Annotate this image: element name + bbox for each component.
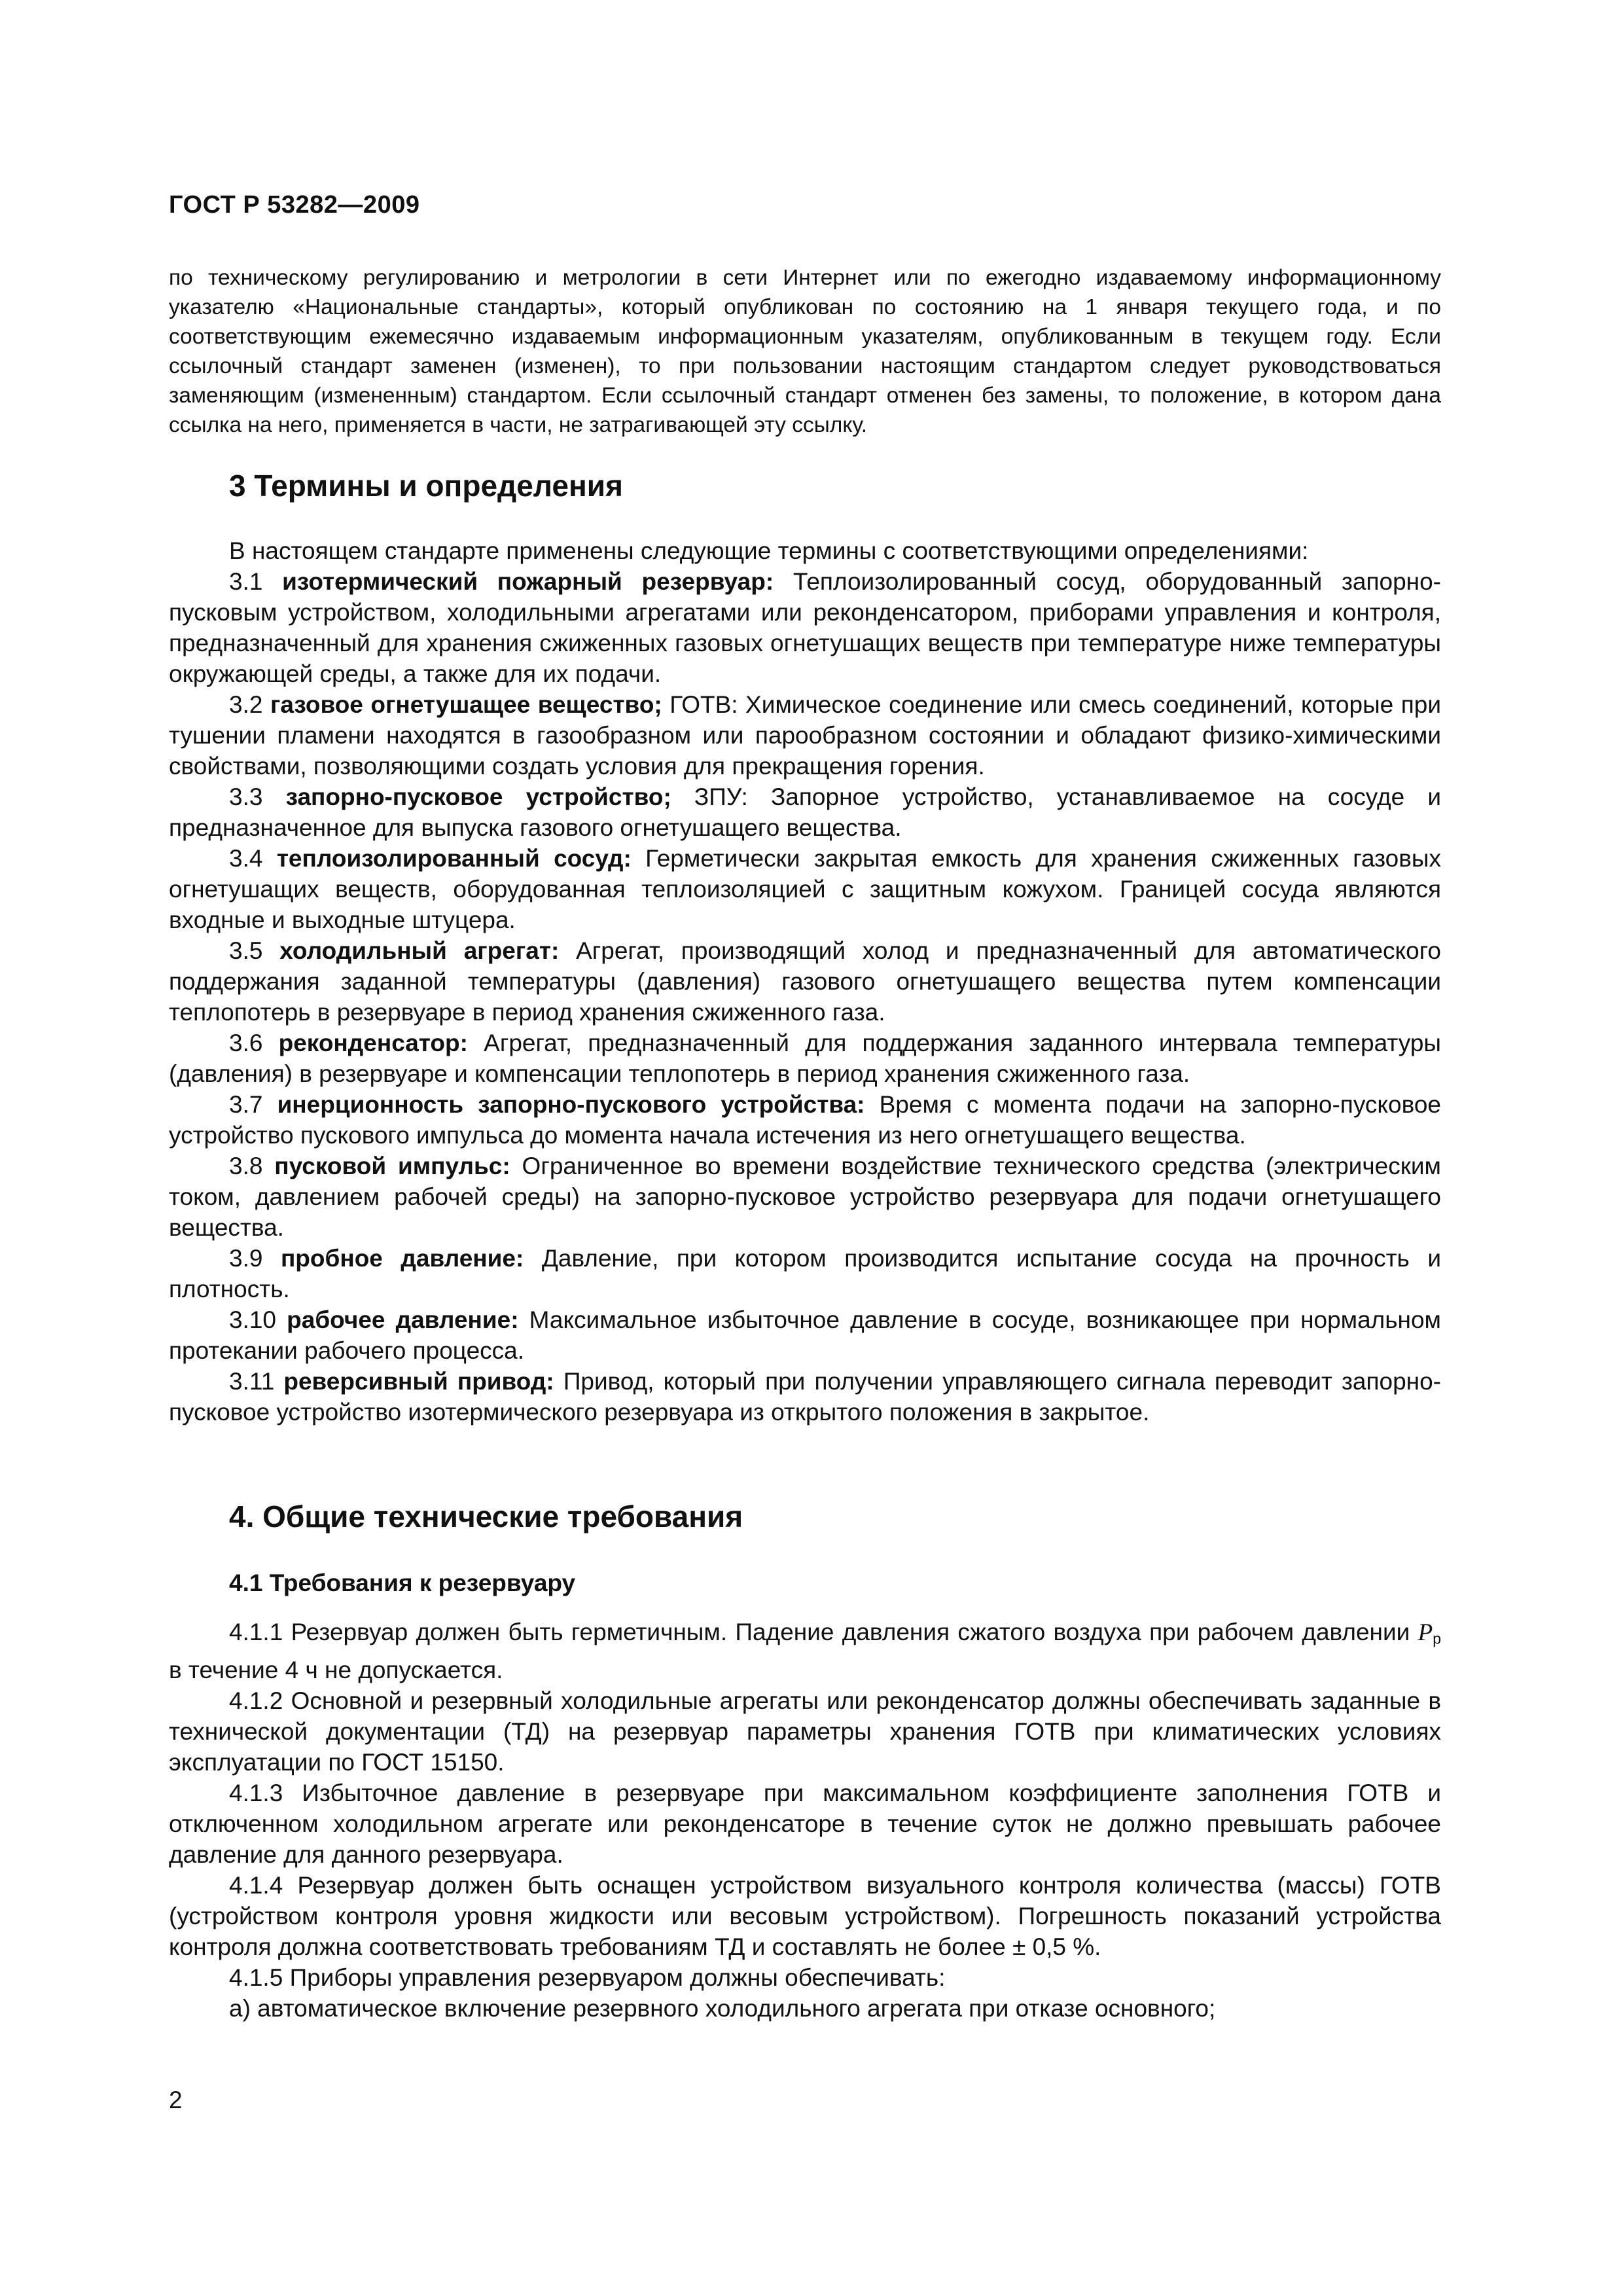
section-3-body [169,535,1441,1427]
clause-4-1-3: 4.1.3 Избыточное давление в резервуаре при максимальном коэффициенте заполнения ГОТВ и отключенном холодильном агрегате или реконденсаторе в течение суток не должно превышать рабочее давление для данного резервуара. [169,1779,1441,1868]
term-3-8-name: пусковой импульс: [274,1153,510,1179]
term-3-11: 3.11 реверсивный привод: Привод, который при получении управляющего сигнала переводит запорно-пусковое устройство изотермического резервуара из открытого положения в закрытое. [169,1368,1442,1426]
section-3-title: 3 Термины и определения [229,469,623,503]
pressure-subscript: р [1433,1630,1441,1647]
subsection-4-1-title: 4.1 Требования к резервуару [229,1570,576,1596]
term-3-6-name: реконденсатор: [278,1030,468,1056]
term-3-11-name: реверсивный привод: [283,1368,554,1395]
term-3-5-name: холодильный агрегат: [279,937,560,964]
section-4-title: 4. Общие технические требования [229,1499,743,1534]
clause-4-1-2: 4.1.2 Основной и резервный холодильные агрегаты или реконденсатор должны обеспечивать заданные в технической документации (ТД) на резервуар параметры хранения ГОТВ при климатических условиях эксплуатации по ГОСТ 15150. [169,1687,1441,1776]
page-number: 2 [169,2087,183,2113]
term-3-2: 3.2 газовое огнетушащее вещество; ГОТВ: Химическое соединение или смесь соединений, которые при тушении пламени находятся в газообразном или парообразном состоянии и обладают физико-химическими свойствами, позволяющими создать условия для прекращения горения. [169,691,1442,780]
clause-4-1-5-a: а) автоматическое включение резервного холодильного агрегата при отказе основного; [229,1994,1216,2022]
term-3-1: 3.1 изотермический пожарный резервуар: Теплоизолированный сосуд, оборудованный запорно-пусковым устройством, холодильными агрегатами или реконденсатором, приборами управления и контроля, предназначенный для хранения сжиженных газовых огнетушащих веществ при температуре ниже температуры окружающей среды, а также для их подачи. [169,568,1442,687]
term-3-10-name: рабочее давление: [287,1306,519,1333]
clause-4-1-1: 4.1.1 Резервуар должен быть герметичным. Падение давления сжатого воздуха при рабочем давлении $P_р$ в течение 4 ч не допускается. [169,1619,1441,1683]
clause-4-1-4: 4.1.4 Резервуар должен быть оснащен устройством визуального контроля количества (массы) ГОТВ (устройством контроля уровня жидкости или весовым устройством). Погрешность показаний устройства контроля должна соответствовать требованиям ТД и составлять не более ± 0,5 %. [169,1871,1441,1960]
term-3-4: 3.4 теплоизолированный сосуд: Герметически закрытая емкость для хранения сжиженных газовых огнетушащих веществ, оборудованная теплоизоляцией с защитным кожухом. Границей сосуда являются входные и выходные штуцера. [169,845,1441,933]
term-3-4-name: теплоизолированный сосуд: [276,845,632,872]
term-3-9-name: пробное давление: [280,1245,524,1272]
clause-4-1-5: 4.1.5 Приборы управления резервуаром должны обеспечивать: [229,1964,946,1991]
term-3-8: 3.8 пусковой импульс: Ограниченное во времени воздействие технического средства (электрическим током, давлением рабочей среды) на запорно-пусковое устройство резервуара для подачи огнетушащего вещества. [169,1153,1441,1241]
pressure-symbol: P [1418,1619,1433,1646]
document-header-code: ГОСТ Р 53282—2009 [169,191,420,219]
term-3-3-name: запорно-пусковое устройство; [285,783,671,810]
term-3-2-name: газовое огнетушащее вещество; [270,691,662,718]
section-3-lead: В настоящем стандарте применены следующие термины с соответствующими определениями: [229,537,1309,564]
term-3-6: 3.6 реконденсатор: Агрегат, предназначенный для поддержания заданного интервала температуры (давления) в резервуаре и компенсации теплопотерь в период хранения сжиженного газа. [169,1030,1441,1087]
term-3-1-name: изотермический пожарный резервуар: [282,568,774,595]
intro-paragraph: по техническому регулированию и метрологии в сети Интернет или по ежегодно издаваемому информационному указателю «Национальные стандарты», который опубликован по состоянию на 1 января текущего года, и по соответствующим ежемесячно издаваемым информационным указателям, опубликованным в текущем году. Если ссылочный стандарт заменен (изменен), то при пользовании настоящим стандартом следует руководствоваться заменяющим (измененным) стандартом. Если ссылочный стандарт отменен без замены, то положение, в котором дана ссылка на него, применяется в части, не затрагивающей эту ссылку. [169,266,1441,437]
term-3-7-name: инерционность запорно-пускового устройства: [277,1091,865,1118]
term-3-10: 3.10 рабочее давление: Максимальное избыточное давление в сосуде, возникающее при нормальном протекании рабочего процесса. [169,1306,1441,1364]
term-3-7: 3.7 инерционность запорно-пускового устройства: Время с момента подачи на запорно-пусковое устройство пускового импульса до момента начала истечения из него огнетушащего вещества. [169,1091,1442,1149]
term-3-5: 3.5 холодильный агрегат: Агрегат, производящий холод и предназначенный для автоматического поддержания заданной температуры (давления) газового огнетушащего вещества путем компенсации теплопотерь в резервуаре в период хранения сжиженного газа. [169,937,1441,1026]
term-3-3: 3.3 запорно-пусковое устройство; ЗПУ: Запорное устройство, устанавливаемое на сосуде и предназначенное для выпуска газового огнетушащего вещества. [169,783,1442,841]
term-3-9: 3.9 пробное давление: Давление, при котором производится испытание сосуда на прочность и плотность. [169,1245,1442,1302]
section-4-body [169,1617,1441,2024]
